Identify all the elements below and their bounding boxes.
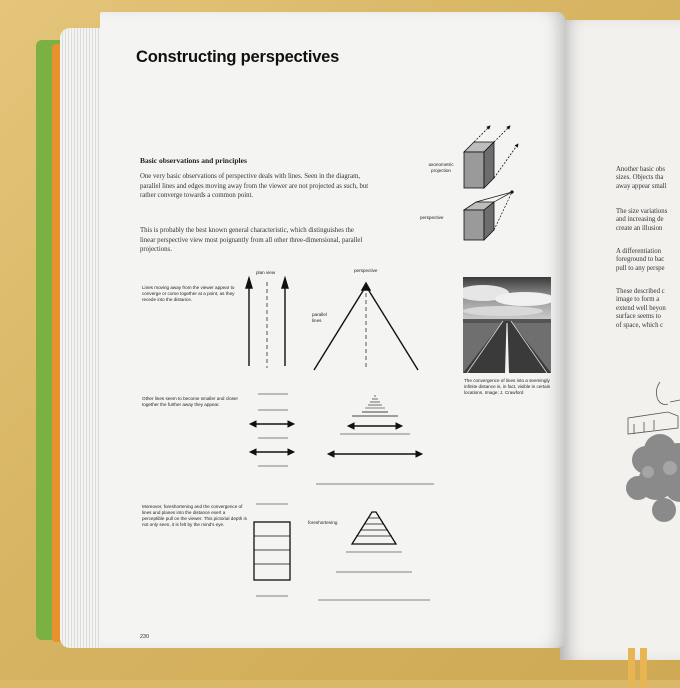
- bookmark-ribbon: [628, 648, 635, 688]
- text-line: These described c: [616, 288, 665, 295]
- foreshortening-diagram: [240, 500, 440, 610]
- page-number: 230: [140, 634, 150, 640]
- right-page-sketch: [560, 20, 680, 660]
- perspective-cube-label: perspective: [420, 215, 444, 220]
- text-line: A differentiation: [616, 248, 661, 255]
- lines-diagram: [240, 274, 400, 374]
- size-diagram: [240, 388, 440, 488]
- axonometric-cube: [464, 126, 518, 188]
- text-line: foreground to bac: [616, 256, 665, 264]
- text-line: pull to any perspe: [616, 264, 665, 272]
- plan-view-label: plan view: [256, 270, 276, 275]
- plan-view-frame: [254, 504, 290, 596]
- plan-view-lines: [246, 278, 288, 368]
- cube-diagram: [460, 122, 540, 252]
- photo-caption: The convergence of lines into a seemingly infinite distance is, in fact, visible in certain locations. Image: J. Crawford: [464, 378, 551, 395]
- axonometric-projection-label: axonometric projection: [428, 162, 454, 173]
- text-line: The size variations: [616, 208, 668, 215]
- intro-paragraph-2: This is probably the best known general characteristic, which distinguishes the linear perspective view most poignantly from all other three-dimensional, parallel projections.: [140, 227, 363, 254]
- text-line: sizes. Objects tha: [616, 174, 664, 182]
- lines-converge-text: Lines moving away from the viewer appear to converge or come together at a point, as they recede into the distance.: [142, 285, 235, 302]
- road-photo: [463, 277, 551, 373]
- right-page: [560, 20, 680, 660]
- text-line: extend well beyon: [616, 304, 666, 312]
- text-line: away appear small: [616, 182, 667, 190]
- text-line: of space, which c: [616, 321, 664, 329]
- text-line: Another basic obs: [616, 166, 666, 173]
- perspective-size-lines: [316, 396, 434, 484]
- perspective-cube: [464, 190, 514, 240]
- foreshortening-text: Moreover, foreshortening and the convergence of lines and planes into the distance exert a perceptible pull on the viewer. This pictorial depth is not only seen, it is felt by the mind's eye.: [142, 504, 247, 527]
- page-title: Constructing perspectives: [136, 48, 340, 66]
- size-diagram-text: Other lines seem to become smaller and closer together the further away they appear.: [142, 396, 238, 407]
- perspective-frame: [318, 512, 430, 600]
- foreshortening-label: foreshortening: [308, 520, 338, 525]
- text-line: surface seems to: [616, 313, 661, 321]
- text-line: and increasing de: [616, 216, 664, 224]
- perspective-label: perspective: [354, 268, 378, 273]
- bookmark-ribbon: [640, 648, 647, 688]
- plan-view-size-lines: [250, 394, 294, 466]
- intro-paragraph-1: One very basic observations of perspective deals with lines. Seen in the diagram, parallel lines and edges moving away from the viewer are not projected as such, but rather converge towards a common point.: [140, 173, 369, 200]
- road-photo-image: [463, 277, 551, 373]
- section-heading: Basic observations and principles: [140, 156, 247, 165]
- text-line: image to form a: [616, 296, 660, 304]
- text-line: create an illusion: [616, 224, 663, 232]
- parallel-lines-label: parallel lines: [312, 312, 327, 323]
